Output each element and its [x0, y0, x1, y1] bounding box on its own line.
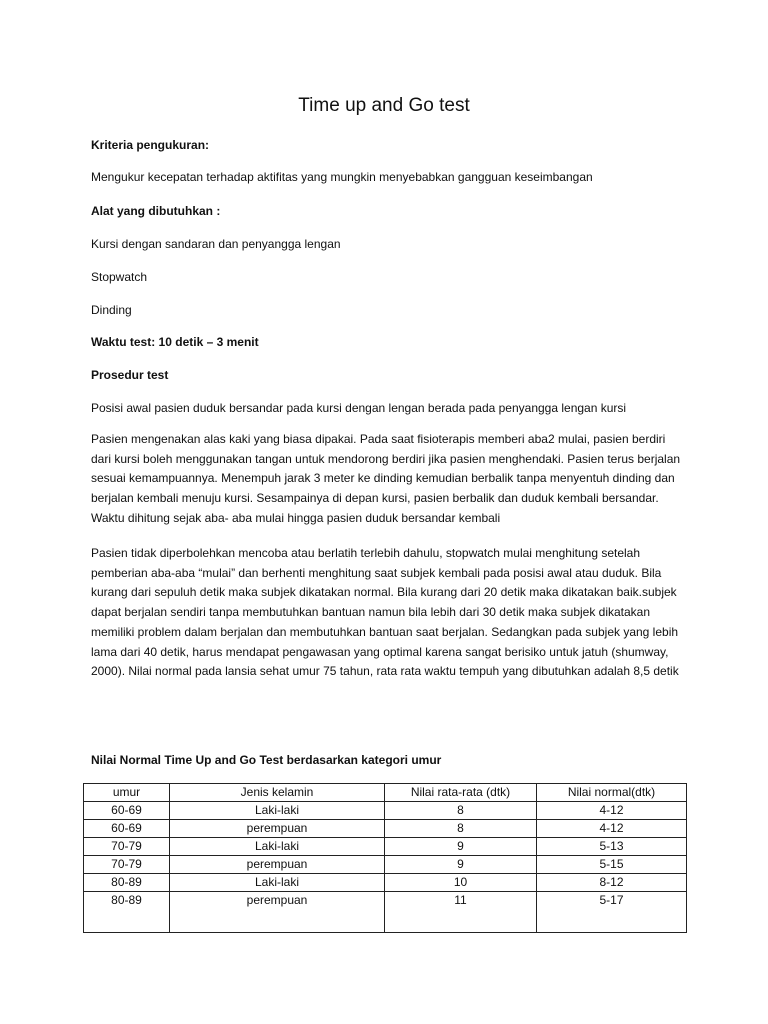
table-cell: 9 — [385, 838, 537, 856]
table-cell: 60-69 — [84, 802, 170, 820]
table-cell: Laki-laki — [170, 802, 385, 820]
table-cell: 5-15 — [537, 856, 687, 874]
table-cell: 70-79 — [84, 856, 170, 874]
table-cell: 8 — [385, 820, 537, 838]
alat-heading: Alat yang dibutuhkan : — [91, 204, 221, 218]
table-cell: 5-13 — [537, 838, 687, 856]
kriteria-text: Mengukur kecepatan terhadap aktifitas yang mungkin menyebabkan gangguan keseimbangan — [91, 170, 593, 184]
alat-item-dinding: Dinding — [91, 303, 132, 317]
table-caption: Nilai Normal Time Up and Go Test berdasarkan kategori umur — [91, 753, 442, 767]
alat-item-kursi: Kursi dengan sandaran dan penyangga lengan — [91, 237, 341, 251]
table-cell: perempuan — [170, 820, 385, 838]
table-row — [84, 892, 687, 933]
kriteria-heading: Kriteria pengukuran: — [91, 138, 210, 152]
table-header-cell: umur — [84, 784, 170, 802]
table-cell: 70-79 — [84, 838, 170, 856]
table-cell: 11 — [385, 892, 537, 933]
table-cell: 80-89 — [84, 892, 170, 933]
table-cell: 4-12 — [537, 820, 687, 838]
table-row — [84, 820, 687, 838]
page-title: Time up and Go test — [298, 95, 470, 116]
table-row — [84, 838, 687, 856]
table-cell: 8 — [385, 802, 537, 820]
prosedur-heading: Prosedur test — [91, 368, 169, 382]
alat-item-stopwatch: Stopwatch — [91, 270, 148, 284]
waktu-test: Waktu test: 10 detik – 3 menit — [91, 335, 259, 349]
prosedur-paragraph-2: Pasien mengenakan alas kaki yang biasa dipakai. Pada saat fisioterapis memberi aba2 mulai, pasien berdiri dari kursi boleh menggunakan tangan untuk mendorong berdiri jika pasien menghendaki. Pasien terus berjalan sesuai kemampuannya. Menempuh jarak 3 meter ke dinding kemudian berbalik tanpa menyentuh dinding dan berjalan kembali menuju kursi. Sesampainya di depan kursi, pasien berbalik dan duduk kembali bersandar. Waktu dihitung sejak aba- aba mulai hingga pasien duduk bersandar kembali — [91, 432, 681, 525]
table-cell: 5-17 — [537, 892, 687, 933]
table-cell: 4-12 — [537, 802, 687, 820]
table-cell: perempuan — [170, 856, 385, 874]
table-header-cell: Nilai rata-rata (dtk) — [385, 784, 537, 802]
table-cell: 80-89 — [84, 874, 170, 892]
table-cell: 9 — [385, 856, 537, 874]
normal-values-table — [83, 783, 687, 933]
table-header-row — [84, 784, 687, 802]
prosedur-paragraph-1: Posisi awal pasien duduk bersandar pada kursi dengan lengan berada pada penyangga lengan kursi — [91, 401, 627, 415]
table-header-cell: Nilai normal(dtk) — [537, 784, 687, 802]
table-row — [84, 874, 687, 892]
table-cell: 8-12 — [537, 874, 687, 892]
table-cell: perempuan — [170, 892, 385, 933]
table-cell: 10 — [385, 874, 537, 892]
table-row — [84, 802, 687, 820]
table-row — [84, 856, 687, 874]
table-cell: Laki-laki — [170, 874, 385, 892]
table-header-cell: Jenis kelamin — [170, 784, 385, 802]
table-cell: Laki-laki — [170, 838, 385, 856]
table-cell: 60-69 — [84, 820, 170, 838]
prosedur-paragraph-3: Pasien tidak diperbolehkan mencoba atau berlatih terlebih dahulu, stopwatch mulai menghitung setelah pemberian aba-aba “mulai” dan berhenti menghitung saat subjek kembali pada posisi awal atau duduk. Bila kurang dari sepuluh detik maka subjek dikatakan normal. Bila kurang dari 20 detik maka dikatakan baik.subjek dapat berjalan sendiri tanpa membutuhkan bantuan namun bila lebih dari 30 detik maka subjek dikatakan memiliki problem dalam berjalan dan membutuhkan bantuan saat berjalan. Sedangkan pada subjek yang lebih lama dari 40 detik, harus mendapat pengawasan yang optimal karena sangat berisiko untuk jatuh (shumway, 2000). Nilai normal pada lansia sehat umur 75 tahun, rata rata waktu tempuh yang dibutuhkan adalah 8,5 detik — [91, 546, 679, 679]
